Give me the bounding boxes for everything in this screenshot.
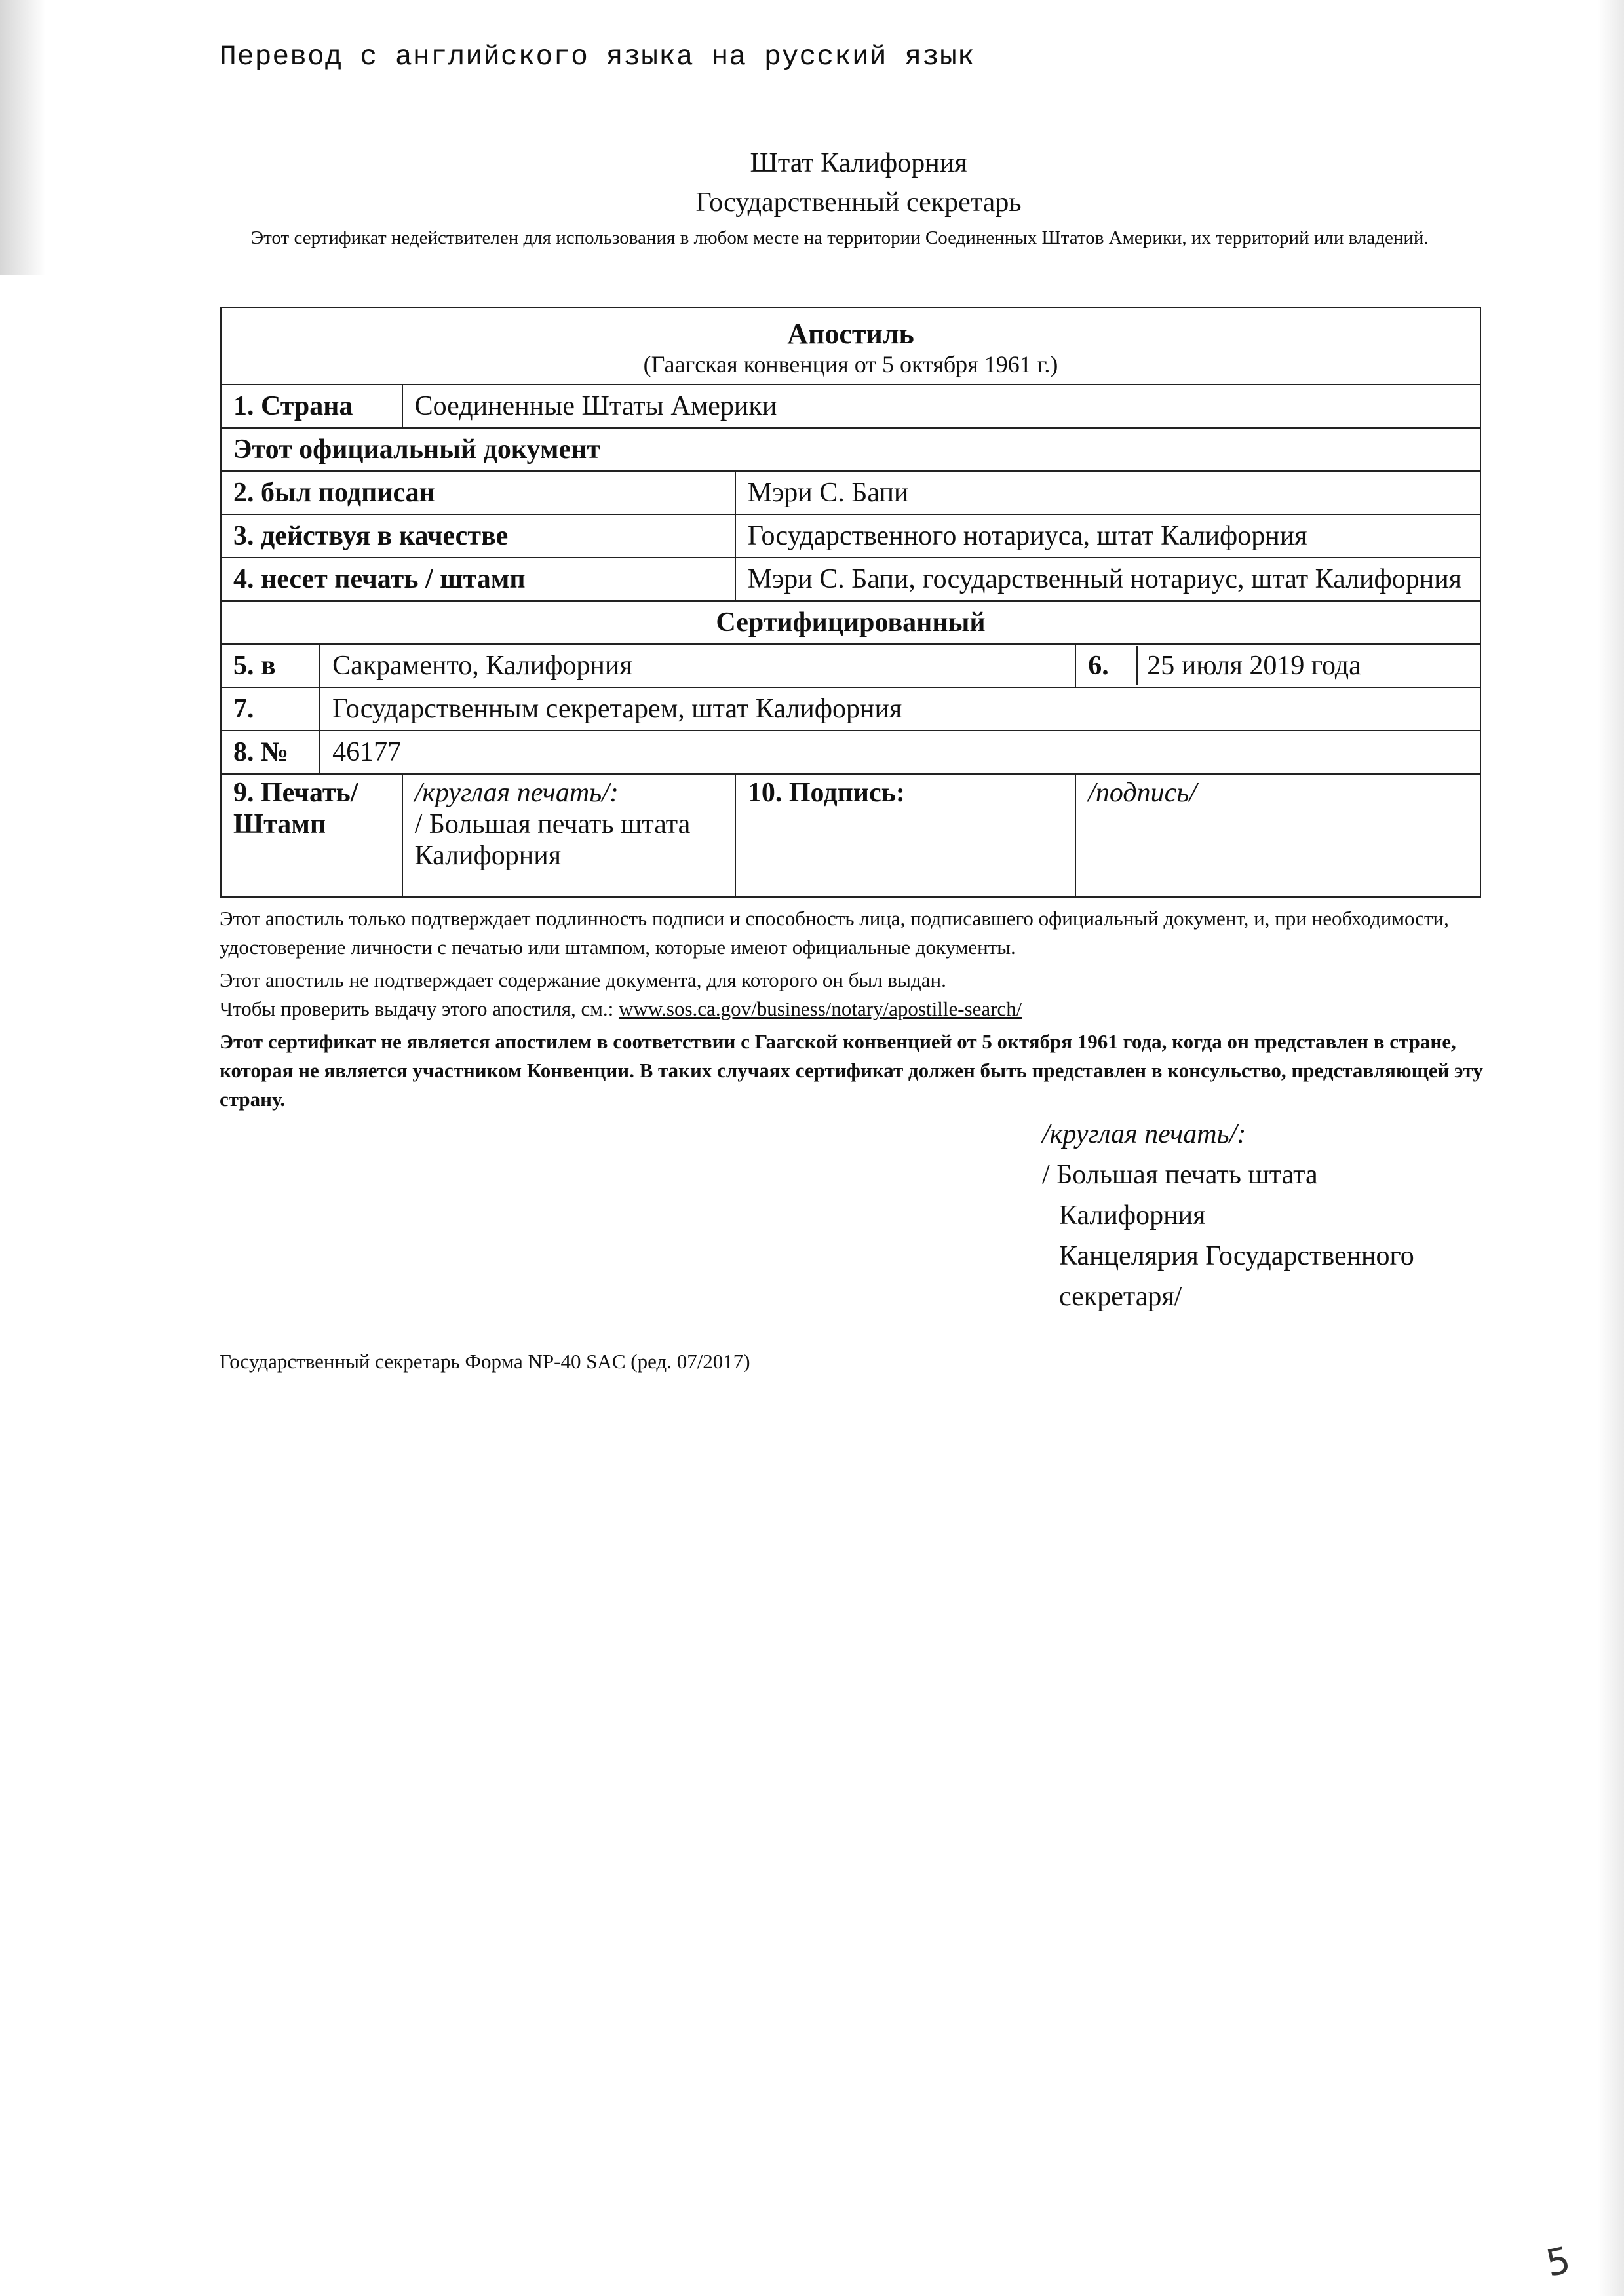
seal-line-2: / Большая печать штата (1042, 1160, 1318, 1190)
bears-seal-label: 4. несет печать / штамп (221, 558, 735, 601)
round-seal-note: /круглая печать/: (414, 778, 619, 808)
seal-description (1042, 1114, 1501, 1317)
acting-capacity-label: 3. действуя в качестве (221, 514, 735, 558)
apostille-table (220, 307, 1481, 898)
seal-stamp-label: 9. Печать/Штамп (221, 774, 402, 897)
date-label: 6. (1076, 646, 1138, 685)
verification-text: Чтобы проверить выдачу этого апостиля, см.: (220, 997, 619, 1020)
acting-capacity-value: Государственного нотариуса, штат Калифорния (735, 514, 1480, 558)
validity-note: Этот сертификат недействителен для использования в любом месте на территории Соединенных Штатов Америки, их территорий или владений. (251, 227, 1429, 248)
apostille-title: Апостиль (787, 317, 914, 350)
date-value: 25 июля 2019 года (1147, 651, 1361, 681)
signed-by-label: 2. был подписан (221, 471, 735, 514)
signature-value: /подпись/ (1075, 774, 1480, 897)
seal-line-4: Канцелярия Государственного (1059, 1241, 1414, 1271)
by-label: 7. (221, 687, 320, 731)
country-value: Соединенные Штаты Америки (402, 385, 1480, 428)
number-value: 46177 (320, 731, 1480, 774)
seal-stamp-value (402, 774, 735, 897)
state-title: Штат Калифорния (750, 148, 967, 178)
bears-seal-value: Мэри С. Бапи, государственный нотариус, штат Калифорния (735, 558, 1480, 601)
form-footer: Государственный секретарь Форма NP-40 SAC (ред. 07/2017) (220, 1350, 750, 1373)
apostille-subtitle: (Гаагская конвенция от 5 октября 1961 г.) (643, 351, 1058, 377)
page-number: 5 (1542, 2239, 1575, 2286)
place-label: 5. в (221, 644, 320, 687)
authenticity-paragraph: Этот апостиль только подтверждает подлинность подписи и способность лица, подписавшего официальный документ, и, при необходимости, удостоверение личности с печатью или штампом, которые имеют официальные документы. (220, 907, 1449, 959)
signature-label: 10. Подпись: (735, 774, 1075, 897)
place-value: Сакраменто, Калифорния (320, 644, 1075, 687)
verification-paragraph (220, 995, 1484, 1024)
verification-link[interactable]: www.sos.ca.gov/business/notary/apostille-search/ (619, 997, 1022, 1020)
seal-line-5: секретаря/ (1059, 1282, 1182, 1312)
page-edge-shadow (1598, 0, 1624, 2296)
seal-line-3: Калифорния (1059, 1200, 1206, 1231)
apostille-header-cell (221, 307, 1480, 385)
translation-header: Перевод с английского языка на русский язык (220, 41, 975, 73)
content-disclaimer: Этот апостиль не подтверждает содержание документа, для которого он был выдан. (220, 968, 946, 991)
country-label: 1. Страна (221, 385, 402, 428)
number-label: 8. № (221, 731, 320, 774)
page-curl-shadow (0, 0, 46, 275)
signed-by-value: Мэри С. Бапи (735, 471, 1480, 514)
secretary-title: Государственный секретарь (695, 187, 1022, 218)
date-cell (1075, 644, 1480, 687)
by-value: Государственным секретарем, штат Калифорния (320, 687, 1480, 731)
hague-warning: Этот сертификат не является апостилем в соответствии с Гаагской конвенцией от 5 октября 1961 года, когда он представлен в стране, которая не является участником Конвенции. В таких случаях сертификат должен быть представлен в консульство, представляющей эту страну. (220, 1030, 1483, 1111)
seal-line-1: /круглая печать/: (1042, 1119, 1247, 1149)
certified-heading: Сертифицированный (221, 601, 1480, 644)
official-document-heading: Этот официальный документ (221, 428, 1480, 471)
great-seal-note: / Большая печать штата Калифорния (414, 809, 691, 871)
